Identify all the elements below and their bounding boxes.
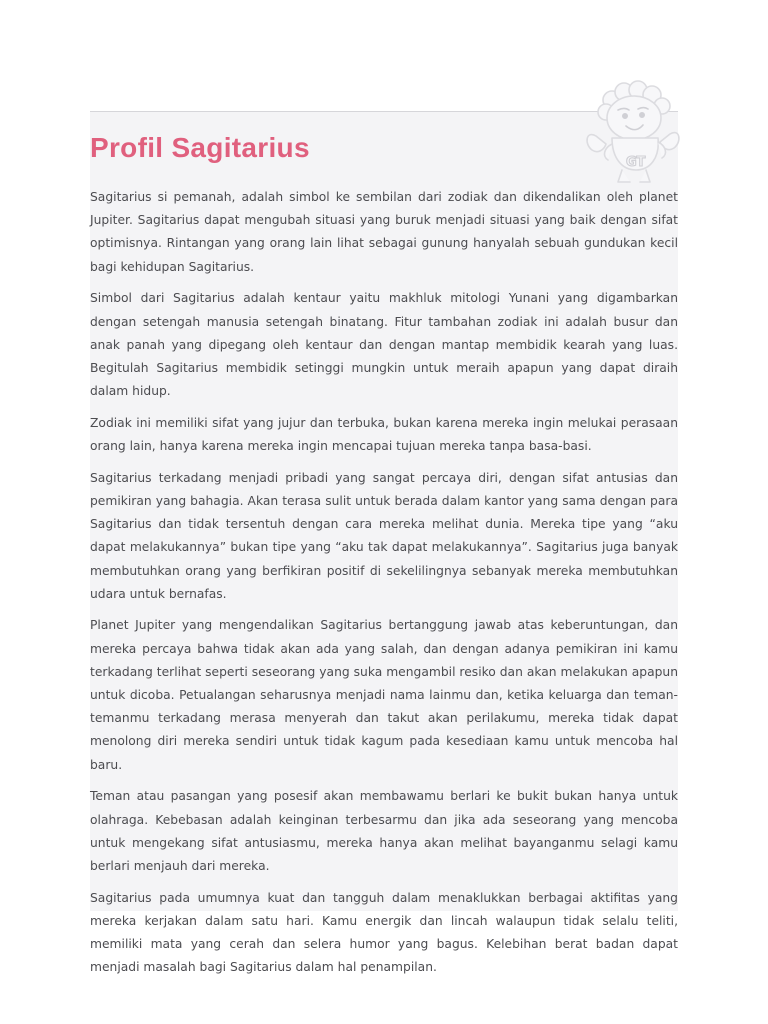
- page-title: Profil Sagitarius: [90, 132, 310, 163]
- cupid-mascot-icon: [582, 78, 682, 186]
- paragraph: Teman atau pasangan yang posesif akan membawamu berlari ke bukit bukan hanya untuk olahraga. Kebebasan adalah keinginan terbesarmu dan jika ada seseorang yang mencoba untuk mengekang sifat antusiasmu, mereka hanya akan melihat bayanganmu selagi kamu berlari menjauh dari mereka.: [90, 789, 678, 873]
- paragraph: Sagitarius si pemanah, adalah simbol ke sembilan dari zodiak dan dikendalikan oleh planet Jupiter. Sagitarius dapat mengubah situasi yang buruk menjadi situasi yang baik dengan sifat optimisnya. Rintangan yang orang lain lihat sebagai gunung hanyalah sebuah gundukan kecil bagi kehidupan Sagitarius.: [90, 190, 678, 274]
- paragraph: Sagitarius pada umumnya kuat dan tangguh dalam menaklukkan berbagai aktifitas yang mereka kerjakan dalam satu hari. Kamu energik dan lincah walaupun tidak selalu teliti, memiliki mata yang cerah dan selera humor yang bagus. Kelebihan berat badan dapat menjadi masalah bagi Sagitarius dalam hal penampilan.: [90, 890, 678, 975]
- paragraph: Zodiak ini memiliki sifat yang jujur dan terbuka, bukan karena mereka ingin melukai perasaan orang lain, hanya karena mereka ingin mencapai tujuan mereka tanpa basa-basi.: [90, 415, 678, 454]
- paragraph: Planet Jupiter yang mengendalikan Sagitarius bertanggung jawab atas keberuntungan, dan mereka percaya bahwa tidak akan ada yang salah, dan dengan adanya pemikiran ini kamu terkadang terlihat seperti seseorang yang suka mengambil resiko dan akan melakukan apapun untuk dicoba. Petualangan seharusnya menjadi nama lainmu dan, ketika keluarga dan teman-temanmu terkadang merasa menyerah dan takut akan perilakumu, mereka tidak dapat menolong diri mereka sendiri untuk tidak kagum pada kesediaan kamu untuk mencoba hal baru.: [90, 618, 678, 772]
- article-body: [90, 186, 678, 988]
- paragraph: Simbol dari Sagitarius adalah kentaur yaitu makhluk mitologi Yunani yang digambarkan dengan setengah manusia setengah binatang. Fitur tambahan zodiak ini adalah busur dan anak panah yang dipegang oleh kentaur dan dengan mantap membidik kearah yang luas. Begitulah Sagitarius membidik setinggi mungkin untuk meraih apapun yang dapat diraih dalam hidup.: [90, 291, 678, 399]
- mascot-logo-text: GT: [626, 155, 646, 170]
- paragraph: Sagitarius terkadang menjadi pribadi yang sangat percaya diri, dengan sifat antusias dan pemikiran yang bahagia. Akan terasa sulit untuk berada dalam kantor yang sama dengan para Sagitarius dan tidak tersentuh dengan cara mereka melihat dunia. Mereka tipe yang “aku dapat melakukannya” bukan tipe yang “aku tak dapat melakukannya”. Sagitarius juga banyak membutuhkan orang yang berfikiran positif di sekelilingnya sebanyak mereka membutuhkan udara untuk bernafas.: [90, 470, 678, 601]
